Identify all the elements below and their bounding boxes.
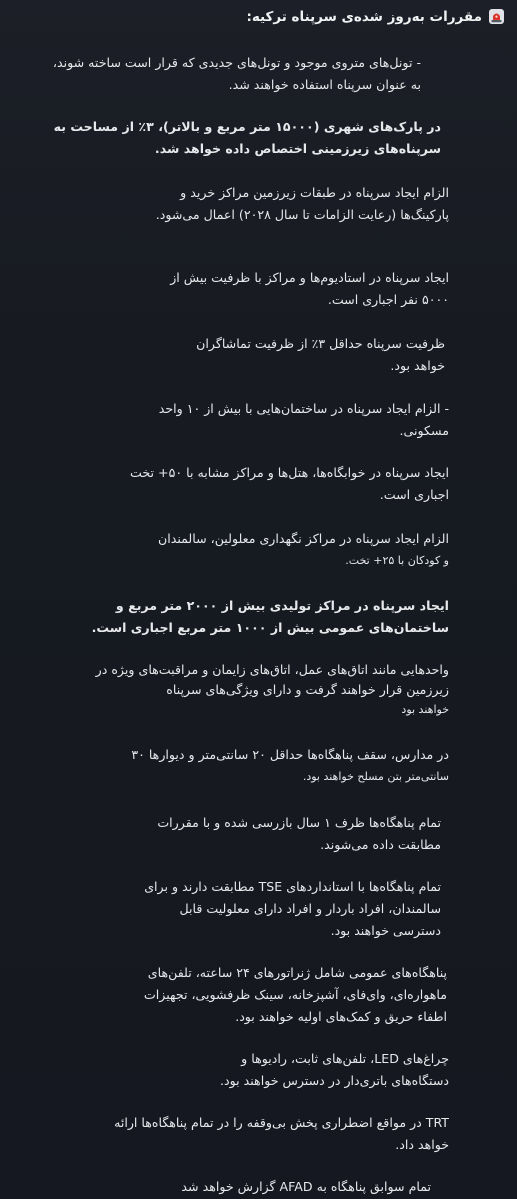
paragraph-care-centers [10,528,449,572]
paragraph-line: ایجاد سرپناه در استادیوم‌ها و مراکز با ظرفیت بیش از [170,270,449,285]
paragraph-stadiums [10,267,449,311]
paragraph-line: TRT در مواقع اضطراری پخش بی‌وقفه را در تمام پناهگاه‌ها ارائه [114,1115,449,1130]
paragraph-metro-tunnels [10,52,421,96]
paragraph-line: - تونل‌های متروی موجود و تونل‌های جدیدی که قرار است ساخته شوند، [52,55,421,70]
paragraph-line: خواهند بود [401,703,449,716]
paragraph-line: ظرفیت سرپناه حداقل ۳٪ از ظرفیت تماشاگران [196,336,445,351]
paragraph-line: دسترسی خواهند بود. [330,923,441,938]
paragraph-dormitories-hotels [10,462,449,506]
paragraph-line: دستگاه‌های باتری‌دار در دسترس خواهند بود. [220,1073,449,1088]
paragraph-trt-broadcast [10,1112,449,1156]
paragraph-line: پارکینگ‌ها (رعایت الزامات تا سال ۲۰۲۸) اعمال می‌شود. [155,207,449,222]
header-title: مقررات به‌روز شده‌ی سرپناه ترکیه: [246,8,482,25]
paragraph-shopping-centers [10,182,449,226]
paragraph-line: سرپناه‌های زیرزمینی اختصاص داده خواهد شد. [154,141,441,156]
paragraph-residential-buildings [10,398,449,442]
paragraph-city-parks [10,116,441,160]
paragraph-line: اجباری است. [379,487,449,502]
paragraph-public-shelter-equipment [10,962,447,1028]
paragraph-line: و کودکان با ۲۵+ تخت. [345,554,449,567]
paragraph-spectator-capacity [10,333,445,377]
paragraph-line: زیرزمین قرار خواهند گرفت و دارای ویژگی‌های سرپناه [166,682,449,697]
header [246,8,505,25]
paragraph-line: سانتی‌متر بتن مسلح خواهند بود. [302,770,449,783]
paragraph-line: الزام ایجاد سرپناه در طبقات زیرزمین مراکز خرید و [180,185,449,200]
paragraph-led-lights [10,1048,449,1092]
paragraph-line: ساختمان‌های عمومی بیش از ۱۰۰۰ متر مربع اجباری است. [91,620,449,635]
paragraph-afad-records [10,1176,431,1198]
paragraph-production-centers [10,595,449,639]
paragraph-line: واحدهایی مانند اتاق‌های عمل، اتاق‌های زایمان و مراقبت‌های ویژه در [95,662,449,677]
paragraph-line: اطفاء حریق و کمک‌های اولیه خواهند بود. [235,1009,447,1024]
paragraph-schools [10,744,449,788]
paragraph-line: تمام پناهگاه‌ها با استانداردهای TSE مطابقت دارند و برای [144,879,441,894]
paragraph-line: سالمندان، افراد باردار و افراد دارای معلولیت قابل [179,901,441,916]
siren-icon [488,8,505,25]
paragraph-line: مسکونی. [399,423,449,438]
paragraph-line: به عنوان سرپناه استفاده خواهند شد. [228,77,421,92]
paragraph-line: ایجاد سرپناه در خوابگاه‌ها، هتل‌ها و مراکز مشابه با ۵۰+ تخت [130,465,449,480]
paragraph-line: تمام سوابق پناهگاه به AFAD گزارش خواهد شد [181,1179,431,1194]
paragraph-inspection [10,812,441,856]
paragraph-line: - الزام ایجاد سرپناه در ساختمان‌هایی با بیش از ۱۰ واحد [158,401,449,416]
paragraph-line: پناهگاه‌های عمومی شامل ژنراتورهای ۲۴ ساعته، تلفن‌های [147,965,447,980]
paragraph-line: خواهد بود. [390,358,445,373]
paragraph-line: خواهد داد. [395,1137,449,1152]
paragraph-line: ۵۰۰۰ نفر اجباری است. [327,292,449,307]
paragraph-line: در پارک‌های شهری (۱۵۰۰۰ متر مربع و بالاتر)، ۳٪ از مساحت به [53,119,441,134]
paragraph-line: تمام پناهگاه‌ها ظرف ۱ سال بازرسی شده و با مقررات [157,815,441,830]
paragraph-line: در مدارس، سقف پناهگاه‌ها حداقل ۲۰ سانتی‌متر و دیوارها ۳۰ [131,747,449,762]
paragraph-line: الزام ایجاد سرپناه در مراکز نگهداری معلولین، سالمندان [157,531,449,546]
paragraph-line: ماهواره‌ای، وای‌فای، آشپزخانه، سینک ظرفشویی، تجهیزات [143,987,447,1002]
paragraph-hospital-units [10,660,449,720]
paragraph-line: مطابقت داده می‌شوند. [320,837,441,852]
paragraph-line: ایجاد سرپناه در مراکز تولیدی بیش از ۲۰۰۰ متر مربع و [115,598,449,613]
paragraph-line: چراغ‌های LED، تلفن‌های ثابت، رادیوها و [241,1051,449,1066]
paragraph-tse-standards [10,876,441,942]
